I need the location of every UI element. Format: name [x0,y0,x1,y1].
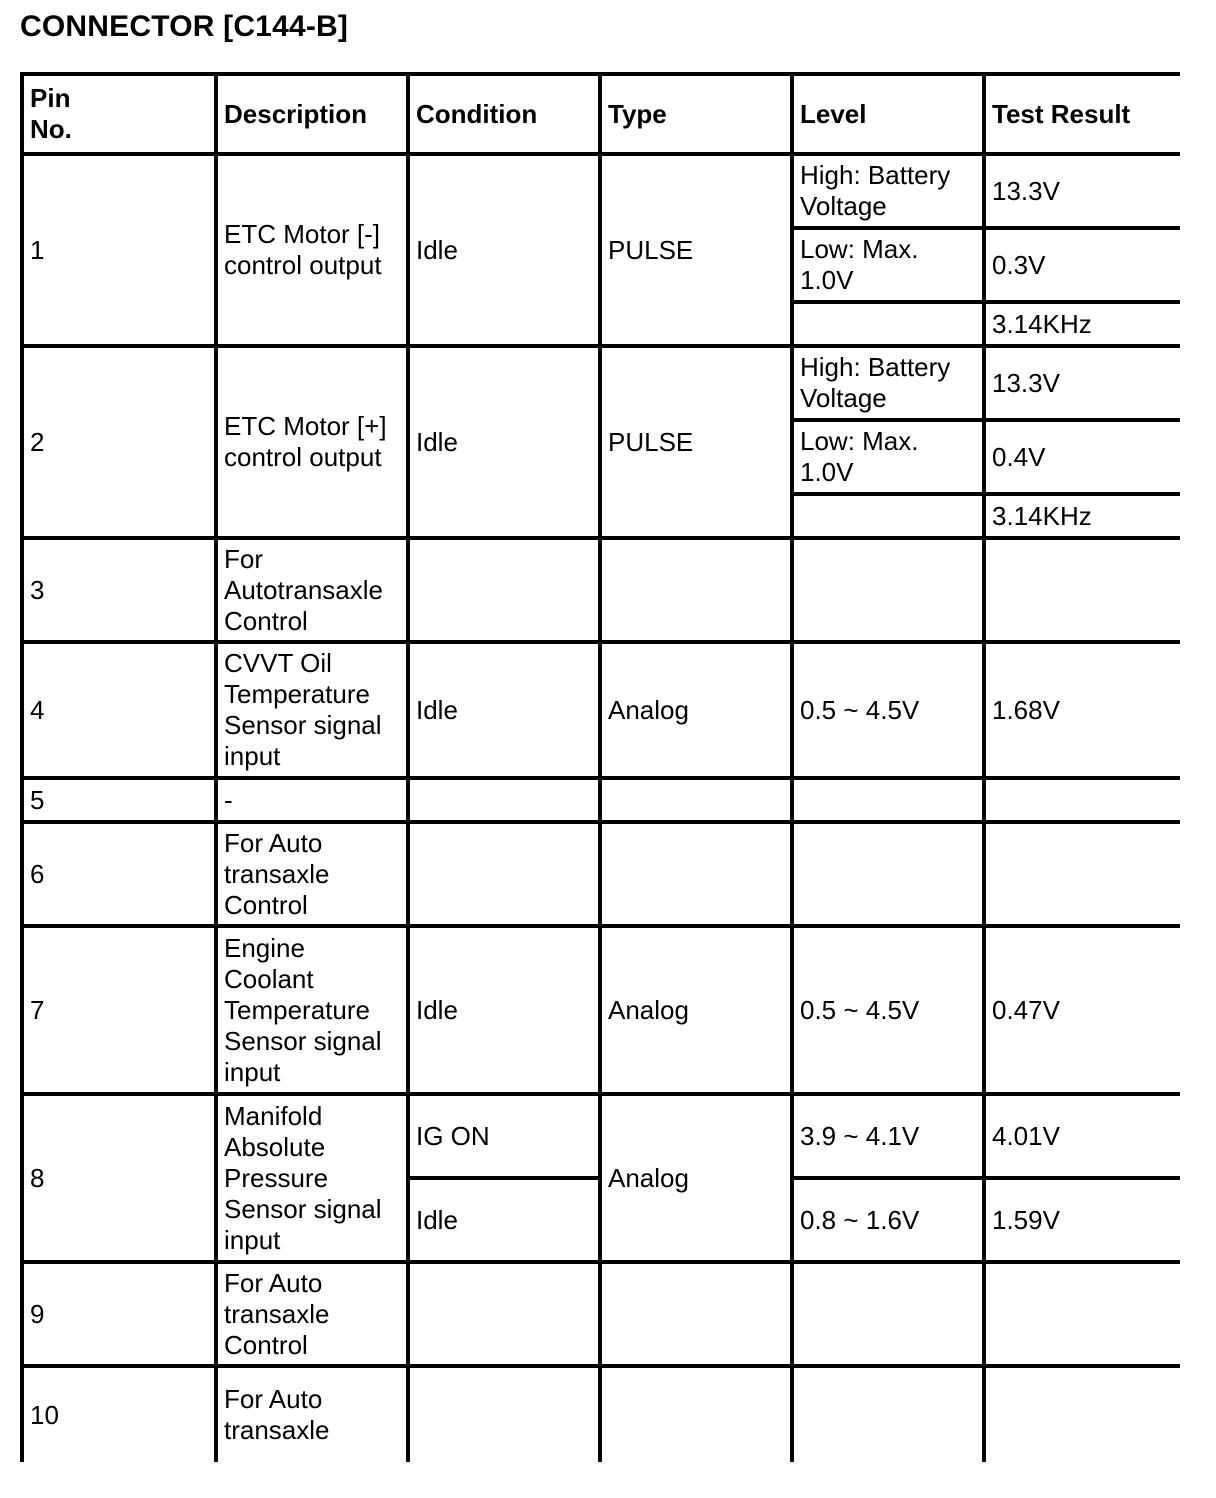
pin-test-result: 0.4V [984,420,1180,494]
pin-number: 9 [22,1262,216,1366]
header-level: Level [792,74,984,154]
pin-test-result: 1.68V [984,642,1180,778]
pin-description: CVVT Oil Temperature Sensor signal input [216,642,408,778]
pin-level [792,538,984,642]
pin-condition: Idle [408,346,600,538]
pin-type: PULSE [600,154,792,346]
pin-level [792,1262,984,1366]
table-row [22,154,1180,228]
pin-condition [408,822,600,926]
pin-test-result [984,822,1180,926]
pin-number: 4 [22,642,216,778]
header-description: Description [216,74,408,154]
pin-description: Manifold Absolute Pressure Sensor signal input [216,1094,408,1262]
pin-test-result: 4.01V [984,1094,1180,1178]
pin-level [792,302,984,346]
pin-test-result: 13.3V [984,154,1180,228]
pin-number: 5 [22,778,216,822]
pin-condition [408,538,600,642]
pin-level: 0.5 ~ 4.5V [792,642,984,778]
pin-condition: Idle [408,154,600,346]
table-row [22,538,1180,642]
pin-condition [408,1262,600,1366]
pin-type [600,822,792,926]
pin-test-result: 1.59V [984,1178,1180,1262]
pin-condition: IG ON [408,1094,600,1178]
pin-level: High: Battery Voltage [792,154,984,228]
pin-test-result [984,778,1180,822]
pin-type [600,778,792,822]
pin-type [600,1366,792,1462]
pin-number: 3 [22,538,216,642]
pin-test-result [984,1262,1180,1366]
pin-test-result: 13.3V [984,346,1180,420]
pin-test-result: 0.3V [984,228,1180,302]
pin-description: - [216,778,408,822]
pin-description: For Auto transaxle [216,1366,408,1462]
pin-number: 1 [22,154,216,346]
pin-table [20,72,1180,1462]
pin-level: Low: Max. 1.0V [792,228,984,302]
pin-description: For Auto transaxle Control [216,1262,408,1366]
pin-number: 6 [22,822,216,926]
pin-test-result: 3.14KHz [984,494,1180,538]
header-type: Type [600,74,792,154]
table-row [22,346,1180,420]
pin-condition: Idle [408,926,600,1094]
pin-condition: Idle [408,642,600,778]
table-row [22,778,1180,822]
table-row [22,1262,1180,1366]
pin-table-viewport [20,72,1180,1466]
pin-condition [408,778,600,822]
pin-type: Analog [600,1094,792,1262]
pin-level: Low: Max. 1.0V [792,420,984,494]
pin-test-result [984,1366,1180,1462]
table-row [22,1366,1180,1462]
header-test-result: Test Result [984,74,1180,154]
pin-type: Analog [600,926,792,1094]
pin-condition: Idle [408,1178,600,1262]
header-pin-no: Pin No. [22,74,216,154]
pin-number: 8 [22,1094,216,1262]
pin-description: For Auto transaxle Control [216,822,408,926]
pin-number: 7 [22,926,216,1094]
pin-number: 10 [22,1366,216,1462]
pin-level: High: Battery Voltage [792,346,984,420]
pin-condition [408,1366,600,1462]
pin-level [792,778,984,822]
pin-test-result: 3.14KHz [984,302,1180,346]
pin-type [600,1262,792,1366]
pin-level: 3.9 ~ 4.1V [792,1094,984,1178]
pin-description: For Autotransaxle Control [216,538,408,642]
pin-description: ETC Motor [+] control output [216,346,408,538]
page-title: CONNECTOR [C144-B] [20,10,349,43]
table-row [22,822,1180,926]
pin-type: PULSE [600,346,792,538]
pin-type [600,538,792,642]
pin-level [792,494,984,538]
table-header-row [22,74,1180,154]
pin-level [792,1366,984,1462]
pin-test-result [984,538,1180,642]
pin-description: Engine Coolant Temperature Sensor signal input [216,926,408,1094]
table-row [22,642,1180,778]
pin-level: 0.5 ~ 4.5V [792,926,984,1094]
pin-type: Analog [600,642,792,778]
pin-level [792,822,984,926]
header-condition: Condition [408,74,600,154]
table-row [22,926,1180,1094]
pin-level: 0.8 ~ 1.6V [792,1178,984,1262]
pin-description: ETC Motor [-] control output [216,154,408,346]
pin-number: 2 [22,346,216,538]
table-row [22,1094,1180,1178]
pin-test-result: 0.47V [984,926,1180,1094]
